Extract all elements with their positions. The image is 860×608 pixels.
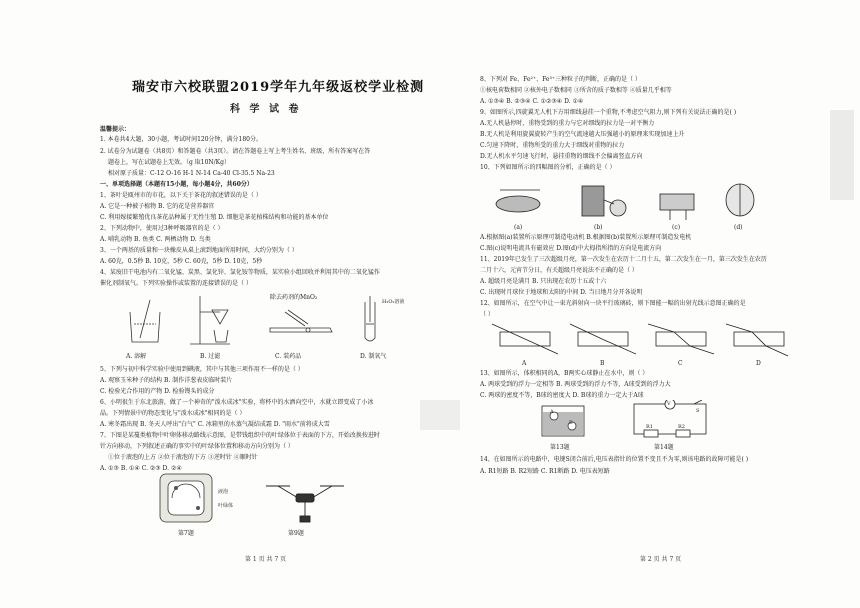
fig12-label-d: D — [756, 360, 761, 367]
scan-smudge — [830, 110, 854, 200]
question-line: ①位于液泡的上方 ②位于液泡的下方 ③逆时针 ④顺时针 — [108, 454, 258, 461]
question-line: 5、下列与初中科学实验中使用到碘液，其中与其他三项作用不一样的是（ ） — [100, 366, 304, 373]
question-line: 二月十六，元宵节分日，有关超级月亮说法不正确的是（ ） — [480, 267, 638, 274]
question-line: 催化剂制氧气。下列实验操作或装置的连接错误的是（ ） — [100, 280, 252, 287]
question-line: A. ①③④ B. ②③④ C. ①②③④ D. ①④ — [480, 98, 584, 105]
question-line: A. 哺乳动物 B. 鱼类 C. 两栖动物 D. 鸟类 — [100, 236, 211, 243]
fig14-label-r2: R2 — [678, 424, 685, 430]
question-line: A.无人机悬停时，重物受到的重力与它对细线的拉力是一对平衡力 — [480, 120, 655, 127]
fig13-label-a: A — [550, 409, 554, 415]
question-line: 3、一个两基的质量和一块橡皮从桌上滚到地面所用时间，大约分别为（ ） — [100, 247, 298, 254]
question-line: 12、如图所示，在空气中让一束光斜射向一块平行玻璃砖，则下图能一幅的出射光线示意图正确的是 — [480, 300, 746, 307]
fig7-label-vacuole: 液泡 — [218, 489, 229, 495]
fig10-label-d: (d) — [734, 224, 743, 231]
fig10-diagrams — [490, 174, 770, 230]
question-line: 6、小明很生于东北旅游，做了一个神奇的"泼水成冰"实验，将杯中的水洒向空中，水就立即变成了小冰 — [100, 399, 374, 406]
question-line: A. 寒冬霜出现 B. 冬天人呼出"白气" C. 冰箱里的水蒸气凝结成霜 D. "雨水"前将成大雪 — [100, 421, 330, 428]
question-line: A. R1短路 B. R2短路 C. R1断路 D. 电压表短路 — [480, 468, 610, 475]
q4-apparatus-figure — [120, 292, 420, 348]
fig9-caption: 第9题 — [288, 530, 304, 537]
question-line: 8、下列对 Fe、Fe²⁺、Fe³⁺三种粒子的判断，正确的是（ ） — [480, 76, 641, 83]
page-1-footer: 第 1 页 共 7 页 — [245, 556, 287, 563]
fig12-label-c: C — [678, 360, 683, 367]
notice-line: 1. 本卷共4大题，30小题，考试时间120分钟，满分180分。 — [100, 136, 262, 143]
question-line: D.无人机水平匀速飞行时，悬挂重物的细线不会偏离竖直方向 — [480, 153, 643, 160]
exam-subtitle: 科 学 试 卷 — [230, 104, 302, 115]
q4-option-d: D. 制氧气 — [360, 353, 387, 360]
question-line: ①核电荷数相同 ②核外电子数相同 ③所含的质子数相等 ④质量几乎相等 — [480, 87, 672, 94]
fig7-label-chloroplast: 叶绿体 — [218, 503, 234, 509]
scan-smudge — [420, 400, 460, 430]
question-line: 4、某废旧干电池内有二氧化锰、炭黑、氯化锌、氯化铵等物质，某实验小组回收并利用其中的二氧化锰作 — [100, 269, 380, 276]
question-line: C. 两球的密度不等，B球的密度大 D. B球的重力一定大于A球 — [480, 392, 644, 399]
question-line: C. 检验光合作用的产物 D. 检验馒头的成分 — [100, 388, 215, 395]
q4-h2o2-label: H₂O₂溶液 — [382, 299, 405, 305]
fig12-label-b: B — [600, 360, 605, 367]
question-line: A. 超级月亮是满月 B. 只出现在农历十五或十六 — [480, 278, 607, 285]
fig13-floating-balls — [540, 404, 586, 451]
question-line: C.匀速下降时，重物所受的重力大于细线对重物的拉力 — [480, 142, 625, 149]
question-line: 11、2019年已发生了三次超级月亮，第一次发生在农历十二月十五，第二次发生在一月，第三次发生在农历 — [480, 256, 767, 263]
question-line: C.图(c)说明电流具有磁效应 D.图(d)中大拇指所指的方向是电流方向 — [480, 245, 662, 252]
question-line: A. 60克，0.5秒 B. 10克，5秒 C. 60克，5秒 D. 10克，5秒 — [100, 258, 263, 265]
fig13-label-b: B — [569, 420, 573, 426]
fig7-caption: 第7题 — [178, 530, 194, 537]
question-line: A. 观察玉米种子的结构 B. 制作洋葱表皮临时装片 — [100, 377, 233, 384]
notice-heading: 温馨提示： — [100, 126, 131, 133]
question-line: 1、茶叶是瓯州市的市花，以下关于茶花的叙述错误的是（ ） — [100, 192, 262, 199]
q4-option-a: A. 溶解 — [126, 353, 147, 360]
fig14-label-r1: R1 — [646, 424, 653, 430]
notice-line: 题卷上，写在试题卷上无效。（g 取10N/Kg） — [108, 159, 230, 166]
exam-title: 瑞安市六校联盟2019学年九年级返校学业检测 — [132, 80, 425, 95]
fig10-label-c: (c) — [672, 224, 681, 231]
fig10-label-a: (a) — [514, 224, 523, 231]
question-line: A. 两球受到的浮力一定相等 B. 两球受到的浮力不等，A球受到的浮力大 — [480, 381, 671, 388]
fig14-circuit — [630, 400, 710, 451]
fig10-label-b: (b) — [594, 224, 603, 231]
question-line: 2、下列动物中，使用过3种呼吸器官的是（ ） — [100, 225, 224, 232]
q4-option-c: C. 装药品 — [275, 353, 302, 360]
question-line: A. 它是一种被子植物 B. 它的花是营养器官 — [100, 203, 215, 210]
notice-line: 2. 试卷分为试题卷（共8页）和答题卷（共3页）。请在答题卷上写上考生姓名、班级，所有答案写在答 — [100, 148, 371, 155]
question-line: （ ） — [480, 311, 494, 318]
question-line: A.根据图(a)装置所示原理可制造电动机 B.根据图(b)装置所示原理可制造发电机 — [480, 234, 692, 241]
question-line: 14、在如图所示的电路中，电键S闭合前后,电压表指针的位置不变且不为零,则该电路的故障可能是( ) — [480, 456, 749, 463]
fig7-cell-diagram — [158, 472, 234, 537]
question-line: C. 利用嫁接繁殖优良茶花品种属于无性生殖 D. 细胞是茶花植株结构和功能的基本单位 — [100, 214, 329, 221]
fig12-refraction-diagrams — [490, 322, 790, 367]
question-line: 晶。下列情景中的物态变化与"泼水成冰"相同的是（ ） — [100, 410, 246, 417]
fig14-caption: 第14题 — [654, 444, 674, 451]
question-line: 针方向移动，下列叙述正确的事实中的叶绿体位置和移动方向分别为（ ） — [100, 443, 294, 450]
question-line: 9、如图所示,四旋翼无人机下方用细线悬挂一个重物,不考虑空气阻力,则下列有关说法正确的是( ) — [480, 109, 737, 116]
question-line: 13、如图所示，体积相同的A，B两实心球静止在水中，则（ ） — [480, 370, 649, 377]
question-line: C. 出现时月球位于地球和太阳的中间 D. 当日地月分开各说明 — [480, 289, 643, 296]
page-2-footer: 第 2 页 共 7 页 — [640, 556, 682, 563]
notice-line: 相对原子质量：C-12 O-16 H-1 N-14 Ca-40 Cl-35.5 Na-23 — [108, 170, 275, 177]
fig12-label-a: A — [522, 360, 527, 367]
fig14-label-v: V — [667, 401, 671, 407]
fig13-caption: 第13题 — [550, 444, 570, 451]
q4-mno2-label: 除去药剂的MnO₂ — [270, 294, 318, 301]
question-line: 7、下图是某蔓类植物中叶卵体移动路线示意图，是带钱组织中的叶绿体位于表面的下方，开始改换按进时 — [100, 432, 380, 439]
section-heading: 一、单项选择题（本题有15小题，每小题4分，共60分） — [100, 181, 253, 188]
question-line: B.无人机是利用旋翼旋转产生的空气流速越大压强越小的原理来实现加速上升 — [480, 131, 685, 138]
fig14-label-s: S — [696, 408, 700, 414]
q4-option-b: B. 过滤 — [200, 353, 221, 360]
question-line: A. ①③ B. ①④ C. ②③ D. ②④ — [100, 465, 182, 472]
fig9-drone-diagram — [260, 480, 350, 537]
question-line: 10、下列如图所示的四幅图的分析，正确的是（ ） — [480, 164, 616, 171]
